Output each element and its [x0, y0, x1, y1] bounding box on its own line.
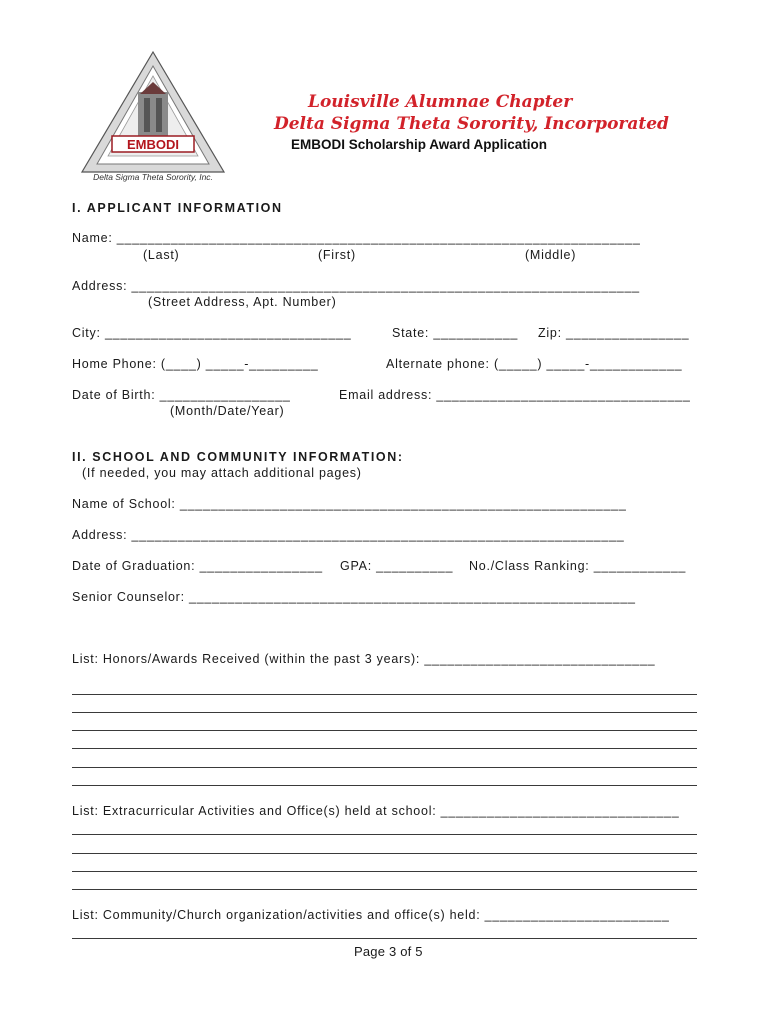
school-name-field[interactable]: Name of School: __________________________________________________________ [72, 497, 627, 511]
address-field[interactable]: Address: __________________________________________________________________ [72, 279, 640, 293]
community-organizations-field[interactable]: List: Community/Church organization/activities and office(s) held: ________________________ [72, 908, 670, 922]
class-ranking-field[interactable]: No./Class Ranking: ____________ [469, 559, 687, 573]
home-phone-field[interactable]: Home Phone: (____) _____-_________ [72, 357, 319, 371]
address-sub-label: (Street Address, Apt. Number) [148, 295, 337, 309]
honors-line[interactable] [72, 694, 697, 695]
zip-field[interactable]: Zip: ________________ [538, 326, 690, 340]
activities-line[interactable] [72, 834, 697, 835]
activities-line[interactable] [72, 853, 697, 854]
email-field[interactable]: Email address: _________________________________ [339, 388, 691, 402]
section-school-note: (If needed, you may attach additional pages) [82, 466, 362, 480]
name-field[interactable]: Name: ____________________________________________________________________ [72, 231, 641, 245]
honors-line[interactable] [72, 748, 697, 749]
honors-line[interactable] [72, 785, 697, 786]
honors-awards-field[interactable]: List: Honors/Awards Received (within the past 3 years): ______________________________ [72, 652, 656, 666]
alternate-phone-field[interactable]: Alternate phone: (_____) _____-____________ [386, 357, 683, 371]
name-middle-label: (Middle) [525, 248, 577, 262]
name-first-label: (First) [318, 248, 356, 262]
honors-line[interactable] [72, 767, 697, 768]
embodi-logo [78, 48, 228, 183]
senior-counselor-field[interactable]: Senior Counselor: __________________________________________________________ [72, 590, 636, 604]
city-field[interactable]: City: ________________________________ [72, 326, 352, 340]
section-applicant-heading: I. APPLICANT INFORMATION [72, 201, 283, 215]
honors-line[interactable] [72, 712, 697, 713]
logo-banner: EMBODI [127, 137, 179, 152]
section-school-heading: II. SCHOOL AND COMMUNITY INFORMATION: [72, 450, 404, 464]
date-of-birth-field[interactable]: Date of Birth: _________________ [72, 388, 291, 402]
school-address-field[interactable]: Address: ________________________________________________________________ [72, 528, 625, 542]
graduation-date-field[interactable]: Date of Graduation: ________________ [72, 559, 323, 573]
name-last-label: (Last) [143, 248, 180, 262]
page-number: Page 3 of 5 [354, 944, 423, 959]
honors-line[interactable] [72, 730, 697, 731]
extracurricular-field[interactable]: List: Extracurricular Activities and Office(s) held at school: _______________________________ [72, 804, 680, 818]
activities-line[interactable] [72, 871, 697, 872]
gpa-field[interactable]: GPA: __________ [340, 559, 454, 573]
community-line[interactable] [72, 938, 697, 939]
chapter-title: Louisville Alumnae Chapter [308, 92, 573, 112]
sorority-title: Delta Sigma Theta Sorority, Incorporated [274, 114, 669, 134]
form-title: EMBODI Scholarship Award Application [291, 137, 548, 152]
state-field[interactable]: State: ___________ [392, 326, 519, 340]
logo-caption: Delta Sigma Theta Sorority, Inc. [93, 172, 213, 182]
date-of-birth-sub-label: (Month/Date/Year) [170, 404, 285, 418]
activities-line[interactable] [72, 889, 697, 890]
